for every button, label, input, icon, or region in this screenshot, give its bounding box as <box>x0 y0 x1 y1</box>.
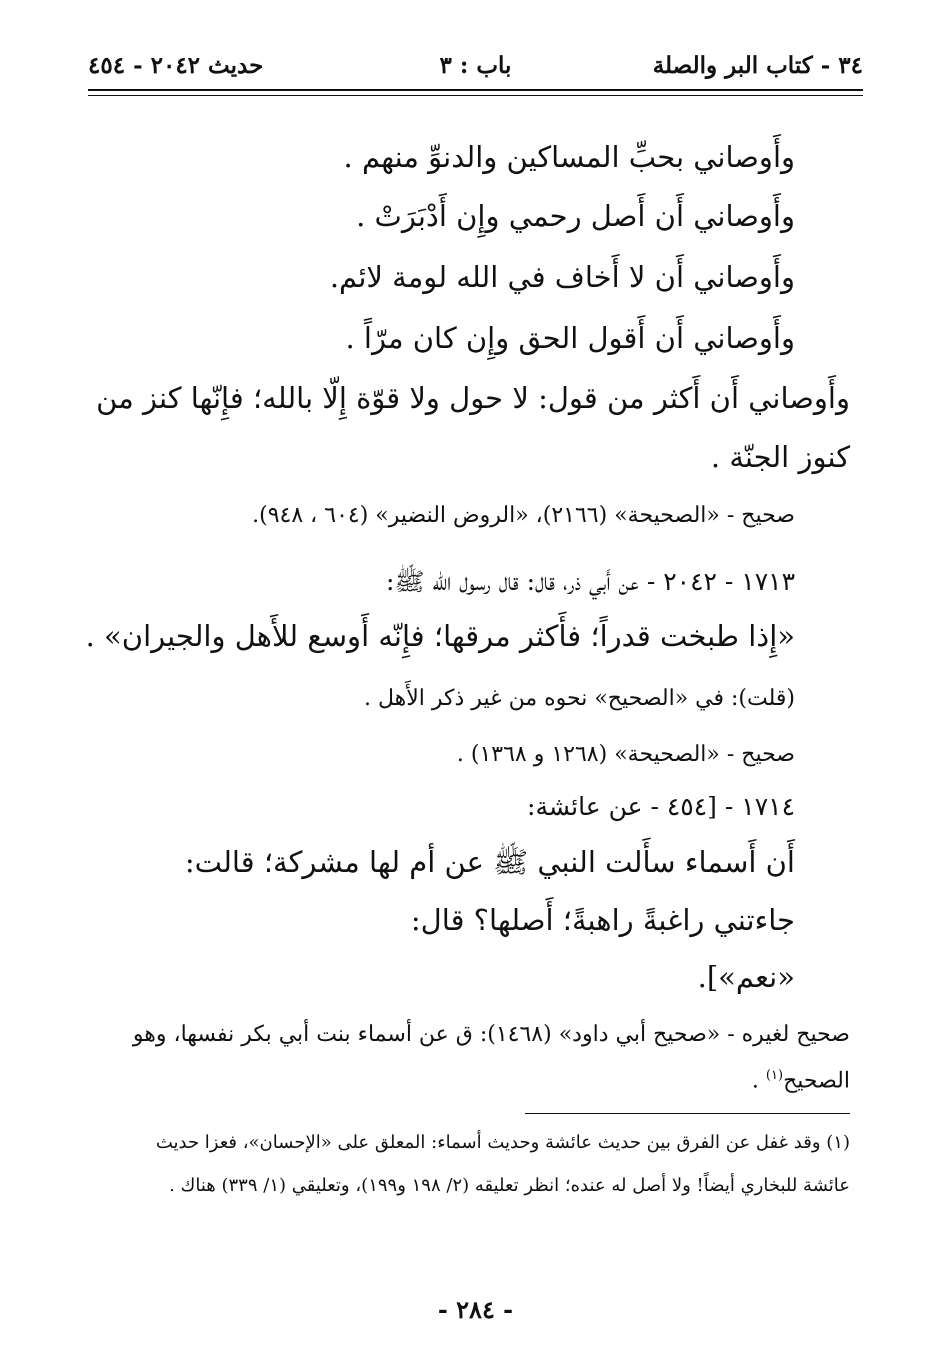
hadith-matn: جاءتني راغبةً راهبةً؛ أَصلها؟ قال: <box>410 903 795 937</box>
grade-line <box>85 1068 850 1093</box>
hadith-isnad: ١٧١٤ - [٤٥٤ - عن عائشة: <box>527 792 795 821</box>
header-section: باب : ٣ <box>439 52 512 79</box>
note-line: (قلت): في «الصحيح» نحوه من غير ذكر الأَهل . <box>364 686 795 711</box>
hadith-matn: «إِذا طبخت قدراً؛ فأَكثر مرقها؛ فإِنّه أَوسع للأَهل والجيران» . <box>85 619 795 653</box>
hadith-matn: أَن أَسماء سأَلت النبي ﷺ عن أم لها مشركة؛ قالت: <box>184 845 795 879</box>
header-rule-thin <box>88 95 863 96</box>
hadith-isnad: ١٧١٣ - ٢٠٤٢ - عن أَبي ذر، قال: قال رسول الله ﷺ: <box>385 567 795 596</box>
footnote-line: عائشة للبخاري أيضاً! ولا أصل له عنده؛ انظر تعليقه (٢/ ١٩٨ و١٩٩)، وتعليقي (١/ ٣٣٩) هناك . <box>169 1175 850 1196</box>
grade-line: صحيح لغيره - «صحيح أبي داود» (١٤٦٨): ق عن أسماء بنت أبي بكر نفسها، وهو <box>132 1022 850 1047</box>
running-header <box>88 52 863 92</box>
header-hadith-range: حديث ٢٠٤٢ - ٤٥٤ <box>88 52 264 79</box>
footnote-rule <box>525 1113 850 1114</box>
text-line: وأَوصاني أَن أَكثر من قول: لا حول ولا قوّة إِلّا بالله؛ فإِنّها كنز من <box>96 381 850 415</box>
hadith-matn: «نعم»]. <box>697 960 795 994</box>
grade-word: الصحيح <box>783 1068 850 1094</box>
text-line: وأَوصاني أَن أَقول الحق وإِن كان مرّاً . <box>345 321 795 355</box>
header-chapter: ٣٤ - كتاب البر والصلة <box>652 52 863 79</box>
grade-line: صحيح - «الصحيحة» (٢١٦٦)، «الروض النضير» (٦٠٤ ، ٩٤٨). <box>252 503 795 528</box>
text-line: وأَوصاني أَن لا أَخاف في الله لومة لائم. <box>329 260 795 294</box>
grade-end: . <box>751 1068 759 1094</box>
text-line: وأَوصاني بحبِّ المساكين والدنوِّ منهم . <box>343 140 795 174</box>
header-rule-thick <box>88 89 863 91</box>
grade-line: صحيح - «الصحيحة» (١٢٦٨ و ١٣٦٨) . <box>456 742 795 767</box>
footnote-line: (١) وقد غفل عن الفرق بين حديث عائشة وحديث أسماء: المعلق على «الإحسان»، فعزا حديث <box>155 1132 850 1153</box>
page-number: - ٢٨٤ - <box>437 1295 514 1324</box>
footnote-ref: (١) <box>765 1068 784 1083</box>
text-line: كنوز الجنّة . <box>710 440 850 474</box>
text-line: وأَوصاني أَن أَصل رحمي وإِن أَدْبَرَتْ . <box>356 199 795 233</box>
